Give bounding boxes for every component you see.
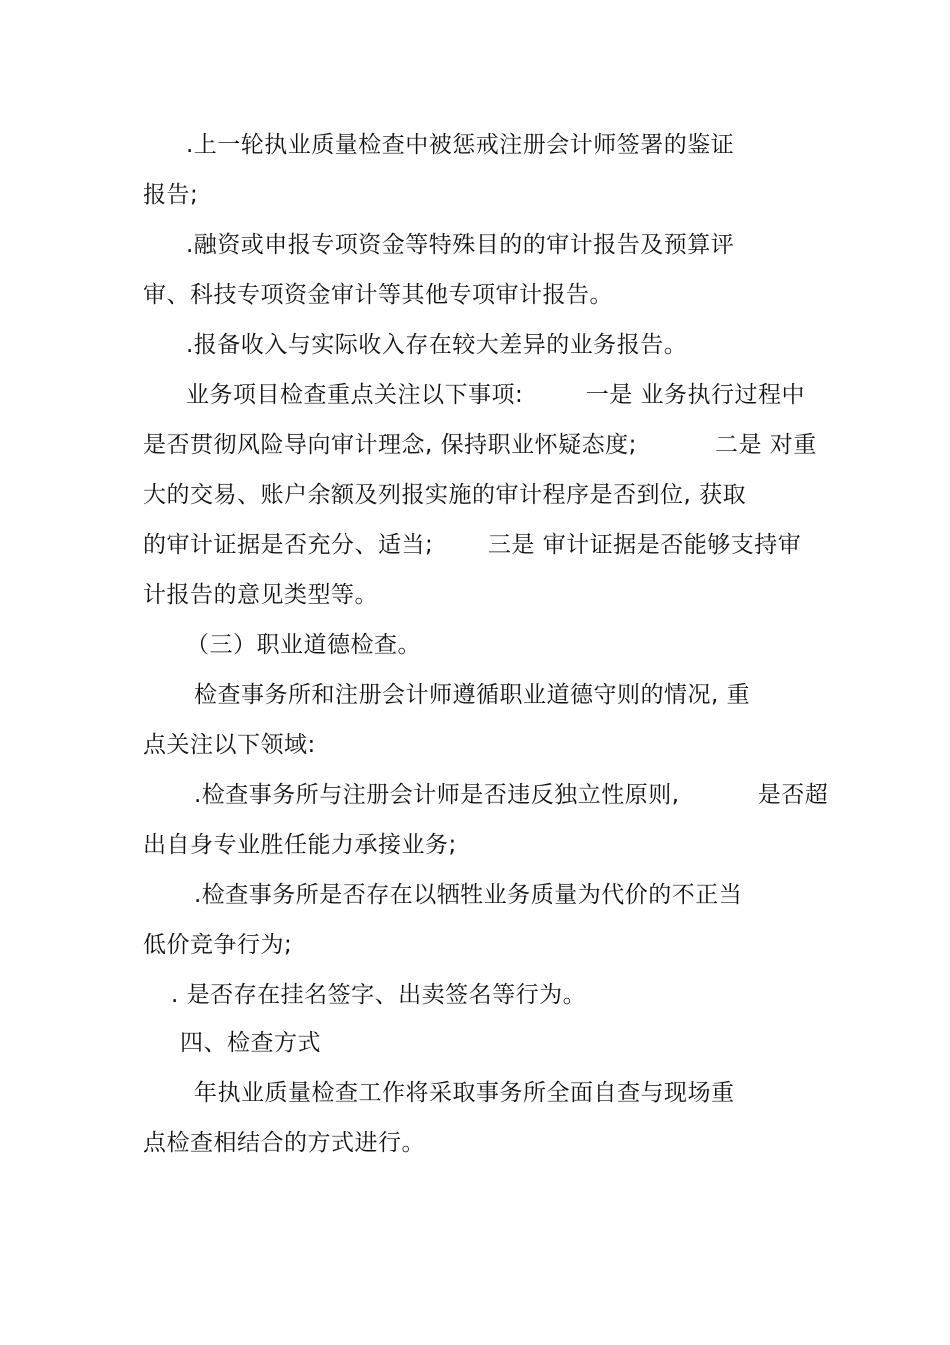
paragraph-line: .检查事务所是否存在以牺牲业务质量为代价的不正当: [194, 882, 743, 908]
paragraph-line: 点检查相结合的方式进行。: [143, 1130, 425, 1156]
paragraph-line: .检查事务所与注册会计师是否违反独立性原则, 是否超: [194, 782, 829, 808]
paragraph-line: 年执业质量检查工作将采取事务所全面自查与现场重: [194, 1080, 735, 1106]
paragraph-line: 计报告的意见类型等。: [143, 582, 378, 608]
paragraph-line: 业务项目检查重点关注以下事项: 一是 业务执行过程中: [186, 382, 806, 408]
paragraph-line: 是否贯彻风险导向审计理念, 保持职业怀疑态度; 二是 对重: [143, 432, 817, 458]
paragraph-line: 大的交易、账户余额及列报实施的审计程序是否到位, 获取: [143, 482, 747, 508]
paragraph-line: 审、科技专项资金审计等其他专项审计报告。: [143, 282, 613, 308]
section-heading: （三）职业道德检查。: [186, 632, 421, 658]
paragraph-line: 出自身专业胜任能力承接业务;: [143, 832, 457, 858]
paragraph-line: 检查事务所和注册会计师遵循职业道德守则的情况, 重: [194, 682, 751, 708]
paragraph-line: .报备收入与实际收入存在较大差异的业务报告。: [186, 332, 688, 358]
paragraph-line: .上一轮执业质量检查中被惩戒注册会计师签署的鉴证: [186, 132, 735, 158]
paragraph-line: 点关注以下领域:: [143, 732, 316, 758]
paragraph-line: 报告;: [143, 182, 199, 208]
paragraph-line: . 是否存在挂名签字、出卖签名等行为。: [171, 982, 587, 1008]
paragraph-line: 的审计证据是否充分、适当; 三是 审计证据是否能够支持审: [143, 532, 802, 558]
paragraph-line: 低价竞争行为;: [143, 932, 293, 958]
section-heading: 四、检查方式: [180, 1030, 321, 1056]
paragraph-line: .融资或申报专项资金等特殊目的的审计报告及预算评: [186, 232, 735, 258]
